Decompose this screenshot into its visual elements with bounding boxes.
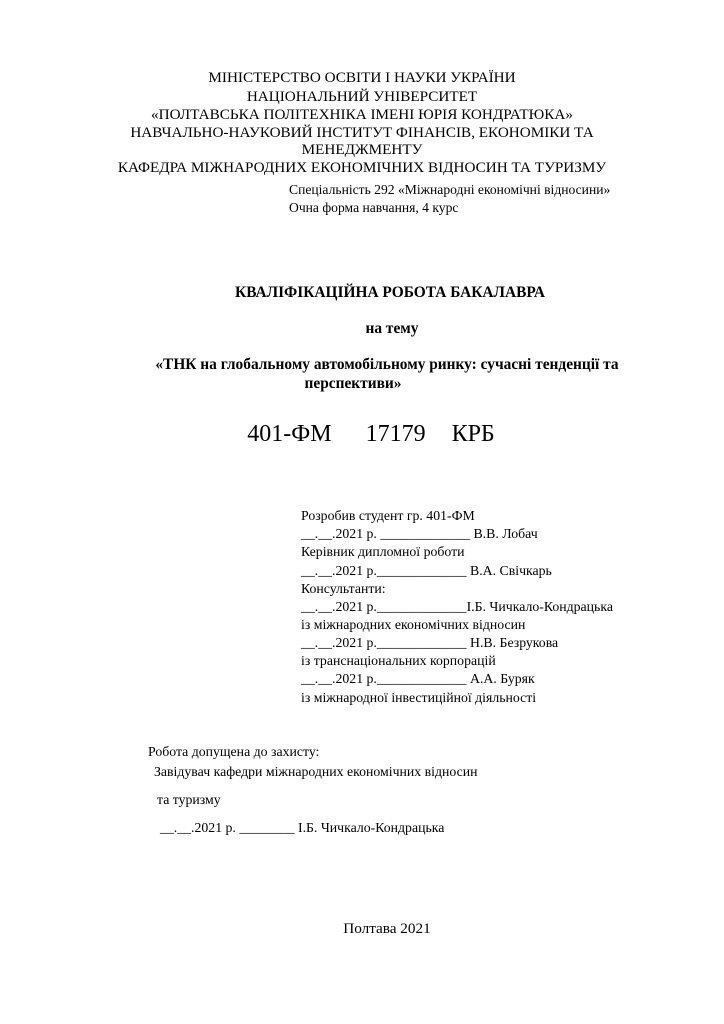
consultant3-sign-line: __.__.2021 р._____________ А.А. Буряк xyxy=(301,671,535,686)
topic-line1: «ТНК на глобальному автомобільному ринку: сучасні тенденції та xyxy=(155,356,619,373)
ministry-name: МІНІСТЕРСТВО ОСВІТИ І НАУКИ УКРАЇНИ xyxy=(208,69,516,86)
city-year: Полтава 2021 xyxy=(343,920,431,937)
department-name: КАФЕДРА МІЖНАРОДНИХ ЕКОНОМІЧНИХ ВІДНОСИН ТА ТУРИЗМУ xyxy=(117,159,607,176)
supervisor-label: Керівник дипломної роботи xyxy=(301,544,465,559)
consultants-label: Консультанти: xyxy=(301,581,386,596)
department-head-sign-line: __.__.2021 р. ________ І.Б. Чичкало-Кондрацька xyxy=(160,820,445,835)
university-name-line2: «ПОЛТАВСЬКА ПОЛІТЕХНІКА ІМЕНІ ЮРІЯ КОНДРАТЮКА» xyxy=(151,106,573,123)
work-type-title: КВАЛІФІКАЦІЙНА РОБОТА БАКАЛАВРА xyxy=(235,284,545,301)
developer-label: Розробив студент гр. 401-ФМ xyxy=(301,508,475,523)
specialty: Спеціальність 292 «Міжнародні економічні відносини» xyxy=(289,182,611,197)
supervisor-sign-line: __.__.2021 р._____________ В.А. Свічкарь xyxy=(301,563,552,578)
study-form: Очна форма навчання, 4 курс xyxy=(289,200,459,215)
department-head-line1: Завідувач кафедри міжнародних економічних відносин xyxy=(154,764,478,779)
university-name-line1: НАЦІОНАЛЬНИЙ УНІВЕРСИТЕТ xyxy=(246,88,478,105)
on-topic-label: на тему xyxy=(365,320,419,337)
developer-sign-line: __.__.2021 р. _____________ В.В. Лобач xyxy=(301,526,538,541)
admission-label: Робота допущена до захисту: xyxy=(148,744,320,759)
work-code-number: 17179 xyxy=(365,421,426,447)
work-code-suffix: КРБ xyxy=(451,421,495,447)
consultant1-area: із міжнародних економічних відносин xyxy=(301,617,526,632)
consultant1-sign-line: __.__.2021 р._____________І.Б. Чичкало-Кондрацька xyxy=(301,599,613,614)
consultant3-area: із міжнародної інвестиційної діяльності xyxy=(301,690,537,705)
consultant2-area: із транснаціональних корпорацій xyxy=(301,653,496,668)
institute-name-line2: МЕНЕДЖМЕНТУ xyxy=(301,141,423,158)
institute-name-line1: НАВЧАЛЬНО-НАУКОВИЙ ІНСТИТУТ ФІНАНСІВ, ЕКОНОМІКИ ТА xyxy=(130,124,594,141)
consultant2-sign-line: __.__.2021 р._____________ Н.В. Безрукова xyxy=(301,635,559,650)
department-head-line2: та туризму xyxy=(157,792,221,807)
work-code-group: 401-ФМ xyxy=(247,421,332,447)
topic-line2: перспективи» xyxy=(304,375,402,392)
work-code xyxy=(9,420,724,448)
